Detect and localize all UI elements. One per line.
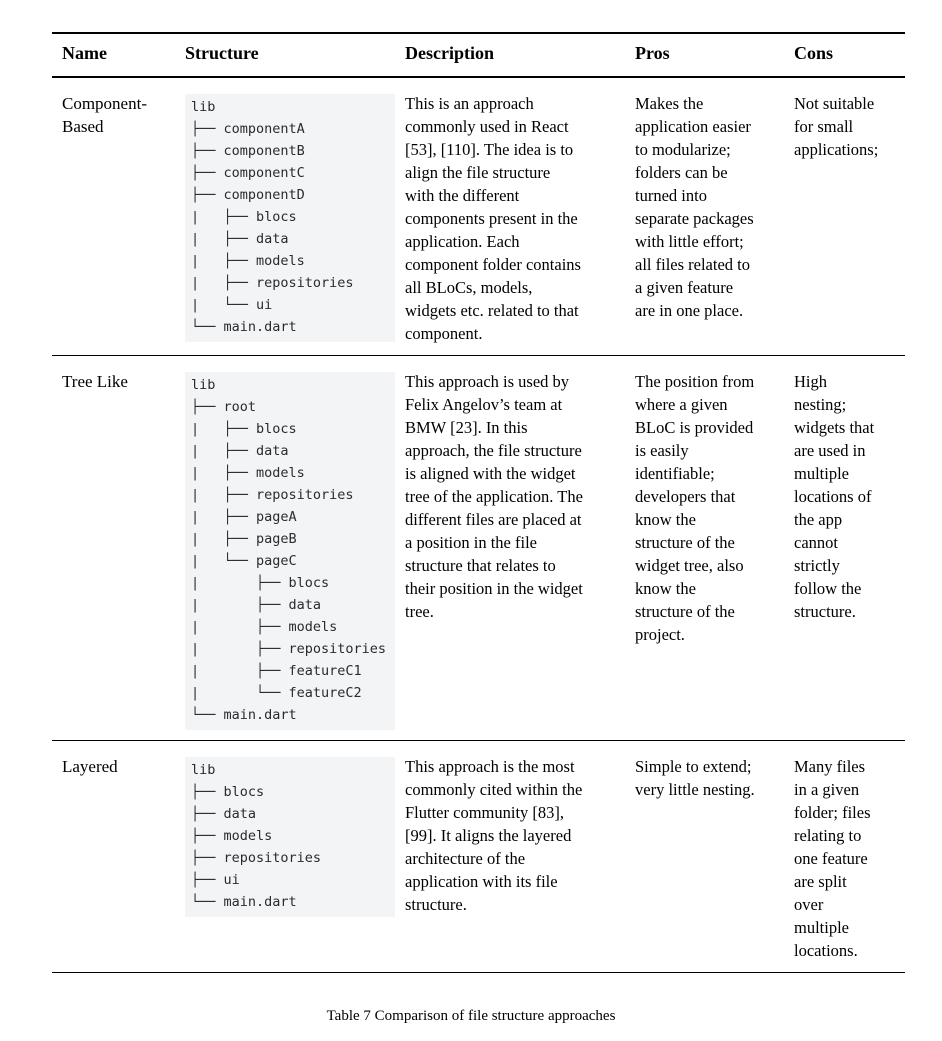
text-line: developers that bbox=[635, 487, 736, 506]
text-line: know the bbox=[635, 510, 696, 529]
cell-description bbox=[395, 92, 625, 345]
tree-line: ├── data bbox=[191, 806, 257, 822]
text-line: all files related to bbox=[635, 255, 750, 274]
text-line: Tree Like bbox=[62, 372, 128, 391]
tree-line: └── main.dart bbox=[191, 319, 297, 335]
table-row bbox=[52, 356, 905, 740]
text-line: follow the bbox=[794, 579, 862, 598]
text-line: for small bbox=[794, 117, 854, 136]
tree-line: | ├── models bbox=[191, 465, 305, 481]
header-pros: Pros bbox=[635, 43, 670, 63]
text-line: are used in bbox=[794, 441, 866, 460]
text-line: Based bbox=[62, 117, 104, 136]
text-line: widgets that bbox=[794, 418, 875, 437]
header-cons: Cons bbox=[794, 43, 834, 63]
text-line: application with its file bbox=[405, 872, 558, 891]
text-line: component. bbox=[405, 324, 483, 343]
text-line: over bbox=[794, 895, 824, 914]
cell-pros bbox=[625, 755, 784, 962]
text-line: structure. bbox=[794, 602, 856, 621]
header-description: Description bbox=[405, 43, 494, 63]
text-line: component folder contains bbox=[405, 255, 581, 274]
text-line: applications; bbox=[794, 140, 879, 159]
tree-line: | ├── blocs bbox=[191, 209, 297, 225]
tree-line: ├── ui bbox=[191, 872, 240, 888]
cell-name bbox=[52, 755, 175, 962]
tree-line: | ├── models bbox=[191, 619, 338, 635]
text-line: strictly bbox=[794, 556, 840, 575]
tree-line: └── main.dart bbox=[191, 707, 297, 723]
text-line: a position in the file bbox=[405, 533, 537, 552]
cell-name bbox=[52, 370, 175, 730]
tree-line: | └── ui bbox=[191, 297, 273, 313]
text-line: is easily bbox=[635, 441, 689, 460]
text-line: The position from bbox=[635, 372, 755, 391]
text-line: BLoC is provided bbox=[635, 418, 754, 437]
text-line: Component- bbox=[62, 94, 147, 113]
text-line: the app bbox=[794, 510, 843, 529]
tree-line: | ├── pageA bbox=[191, 509, 297, 525]
cell-structure bbox=[175, 92, 395, 345]
text-line: Simple to extend; bbox=[635, 757, 752, 776]
text-line: identifiable; bbox=[635, 464, 715, 483]
tree-line: lib bbox=[191, 377, 216, 393]
tree-line: ├── models bbox=[191, 828, 273, 844]
tree-line: | ├── featureC1 bbox=[191, 663, 362, 679]
text-line: structure that relates to bbox=[405, 556, 556, 575]
cell-structure bbox=[175, 755, 395, 962]
text-line: know the bbox=[635, 579, 696, 598]
text-line: components present in the bbox=[405, 209, 578, 228]
text-line: a given feature bbox=[635, 278, 734, 297]
table-row bbox=[52, 741, 905, 972]
tree-line: | ├── pageB bbox=[191, 531, 297, 547]
tree-line: | ├── repositories bbox=[191, 275, 354, 291]
text-line: widget tree, also bbox=[635, 556, 744, 575]
text-line: tree of the application. The bbox=[405, 487, 583, 506]
text-line: Felix Angelov’s team at bbox=[405, 395, 563, 414]
text-line: is aligned with the widget bbox=[405, 464, 576, 483]
text-line: widgets etc. related to that bbox=[405, 301, 579, 320]
text-line: cannot bbox=[794, 533, 838, 552]
header-structure: Structure bbox=[185, 43, 259, 63]
text-line: structure of the bbox=[635, 602, 735, 621]
text-line: structure. bbox=[405, 895, 467, 914]
folder-tree-code-block bbox=[185, 757, 395, 917]
text-line: with the different bbox=[405, 186, 520, 205]
tree-line: ├── blocs bbox=[191, 784, 265, 800]
cell-structure bbox=[175, 370, 395, 730]
text-line: Not suitable bbox=[794, 94, 875, 113]
text-line: different files are placed at bbox=[405, 510, 582, 529]
text-line: folder; files bbox=[794, 803, 871, 822]
tree-line: lib bbox=[191, 762, 216, 778]
table-body bbox=[52, 78, 905, 973]
text-line: Layered bbox=[62, 757, 118, 776]
text-line: align the file structure bbox=[405, 163, 551, 182]
tree-line: | ├── blocs bbox=[191, 575, 330, 591]
tree-line: | ├── repositories bbox=[191, 641, 387, 657]
tree-line: lib bbox=[191, 99, 216, 115]
text-line: with little effort; bbox=[635, 232, 744, 251]
text-line: This is an approach bbox=[405, 94, 534, 113]
text-line: locations of bbox=[794, 487, 872, 506]
text-line: are split bbox=[794, 872, 847, 891]
cell-description bbox=[395, 755, 625, 962]
table-caption: Table 7 Comparison of file structure approaches bbox=[326, 1008, 616, 1024]
tree-line: ├── componentB bbox=[191, 143, 305, 159]
text-line: Flutter community [83], bbox=[405, 803, 565, 822]
tree-line: | └── featureC2 bbox=[191, 685, 362, 701]
text-line: where a given bbox=[635, 395, 728, 414]
text-line: Makes the bbox=[635, 94, 704, 113]
text-line: to modularize; bbox=[635, 140, 731, 159]
text-line: are in one place. bbox=[635, 301, 744, 320]
text-line: [53], [110]. The idea is to bbox=[405, 140, 574, 159]
tree-line: ├── componentA bbox=[191, 121, 305, 137]
cell-cons bbox=[784, 755, 905, 962]
text-line: one feature bbox=[794, 849, 868, 868]
cell-pros bbox=[625, 370, 784, 730]
row-divider bbox=[52, 972, 905, 973]
cell-cons bbox=[784, 370, 905, 730]
tree-line: | ├── models bbox=[191, 253, 305, 269]
text-line: This approach is the most bbox=[405, 757, 575, 776]
text-line: relating to bbox=[794, 826, 862, 845]
folder-tree-code-block bbox=[185, 372, 395, 730]
text-line: tree. bbox=[405, 602, 434, 621]
cell-description bbox=[395, 370, 625, 730]
header-name: Name bbox=[62, 43, 107, 63]
text-line: turned into bbox=[635, 186, 707, 205]
text-line: their position in the widget bbox=[405, 579, 583, 598]
text-line: commonly cited within the bbox=[405, 780, 583, 799]
text-line: separate packages bbox=[635, 209, 754, 228]
tree-line: ├── componentD bbox=[191, 187, 305, 203]
text-line: project. bbox=[635, 625, 685, 644]
text-line: in a given bbox=[794, 780, 860, 799]
text-line: commonly used in React bbox=[405, 117, 569, 136]
tree-line: | ├── repositories bbox=[191, 487, 354, 503]
text-line: architecture of the bbox=[405, 849, 526, 868]
cell-cons bbox=[784, 92, 905, 345]
text-line: This approach is used by bbox=[405, 372, 570, 391]
text-line: multiple bbox=[794, 464, 849, 483]
text-line: multiple bbox=[794, 918, 849, 937]
text-line: structure of the bbox=[635, 533, 735, 552]
table-header-row bbox=[52, 34, 905, 76]
text-line: High bbox=[794, 372, 827, 391]
comparison-table bbox=[52, 32, 905, 973]
tree-line: ├── repositories bbox=[191, 850, 322, 866]
tree-line: | ├── data bbox=[191, 231, 289, 247]
tree-line: | ├── data bbox=[191, 443, 289, 459]
text-line: application easier bbox=[635, 117, 751, 136]
text-line: very little nesting. bbox=[635, 780, 755, 799]
text-line: folders can be bbox=[635, 163, 728, 182]
cell-pros bbox=[625, 92, 784, 345]
tree-line: └── main.dart bbox=[191, 894, 297, 910]
text-line: all BLoCs, models, bbox=[405, 278, 533, 297]
tree-line: | ├── blocs bbox=[191, 421, 297, 437]
cell-name bbox=[52, 92, 175, 345]
folder-tree-code-block bbox=[185, 94, 395, 342]
text-line: Many files bbox=[794, 757, 866, 776]
text-line: locations. bbox=[794, 941, 858, 960]
tree-line: ├── root bbox=[191, 399, 257, 415]
tree-line: | ├── data bbox=[191, 597, 322, 613]
text-line: BMW [23]. In this bbox=[405, 418, 528, 437]
table-row bbox=[52, 78, 905, 355]
tree-line: | └── pageC bbox=[191, 553, 297, 569]
text-line: approach, the file structure bbox=[405, 441, 582, 460]
tree-line: ├── componentC bbox=[191, 165, 305, 181]
text-line: [99]. It aligns the layered bbox=[405, 826, 572, 845]
text-line: nesting; bbox=[794, 395, 847, 414]
text-line: application. Each bbox=[405, 232, 520, 251]
